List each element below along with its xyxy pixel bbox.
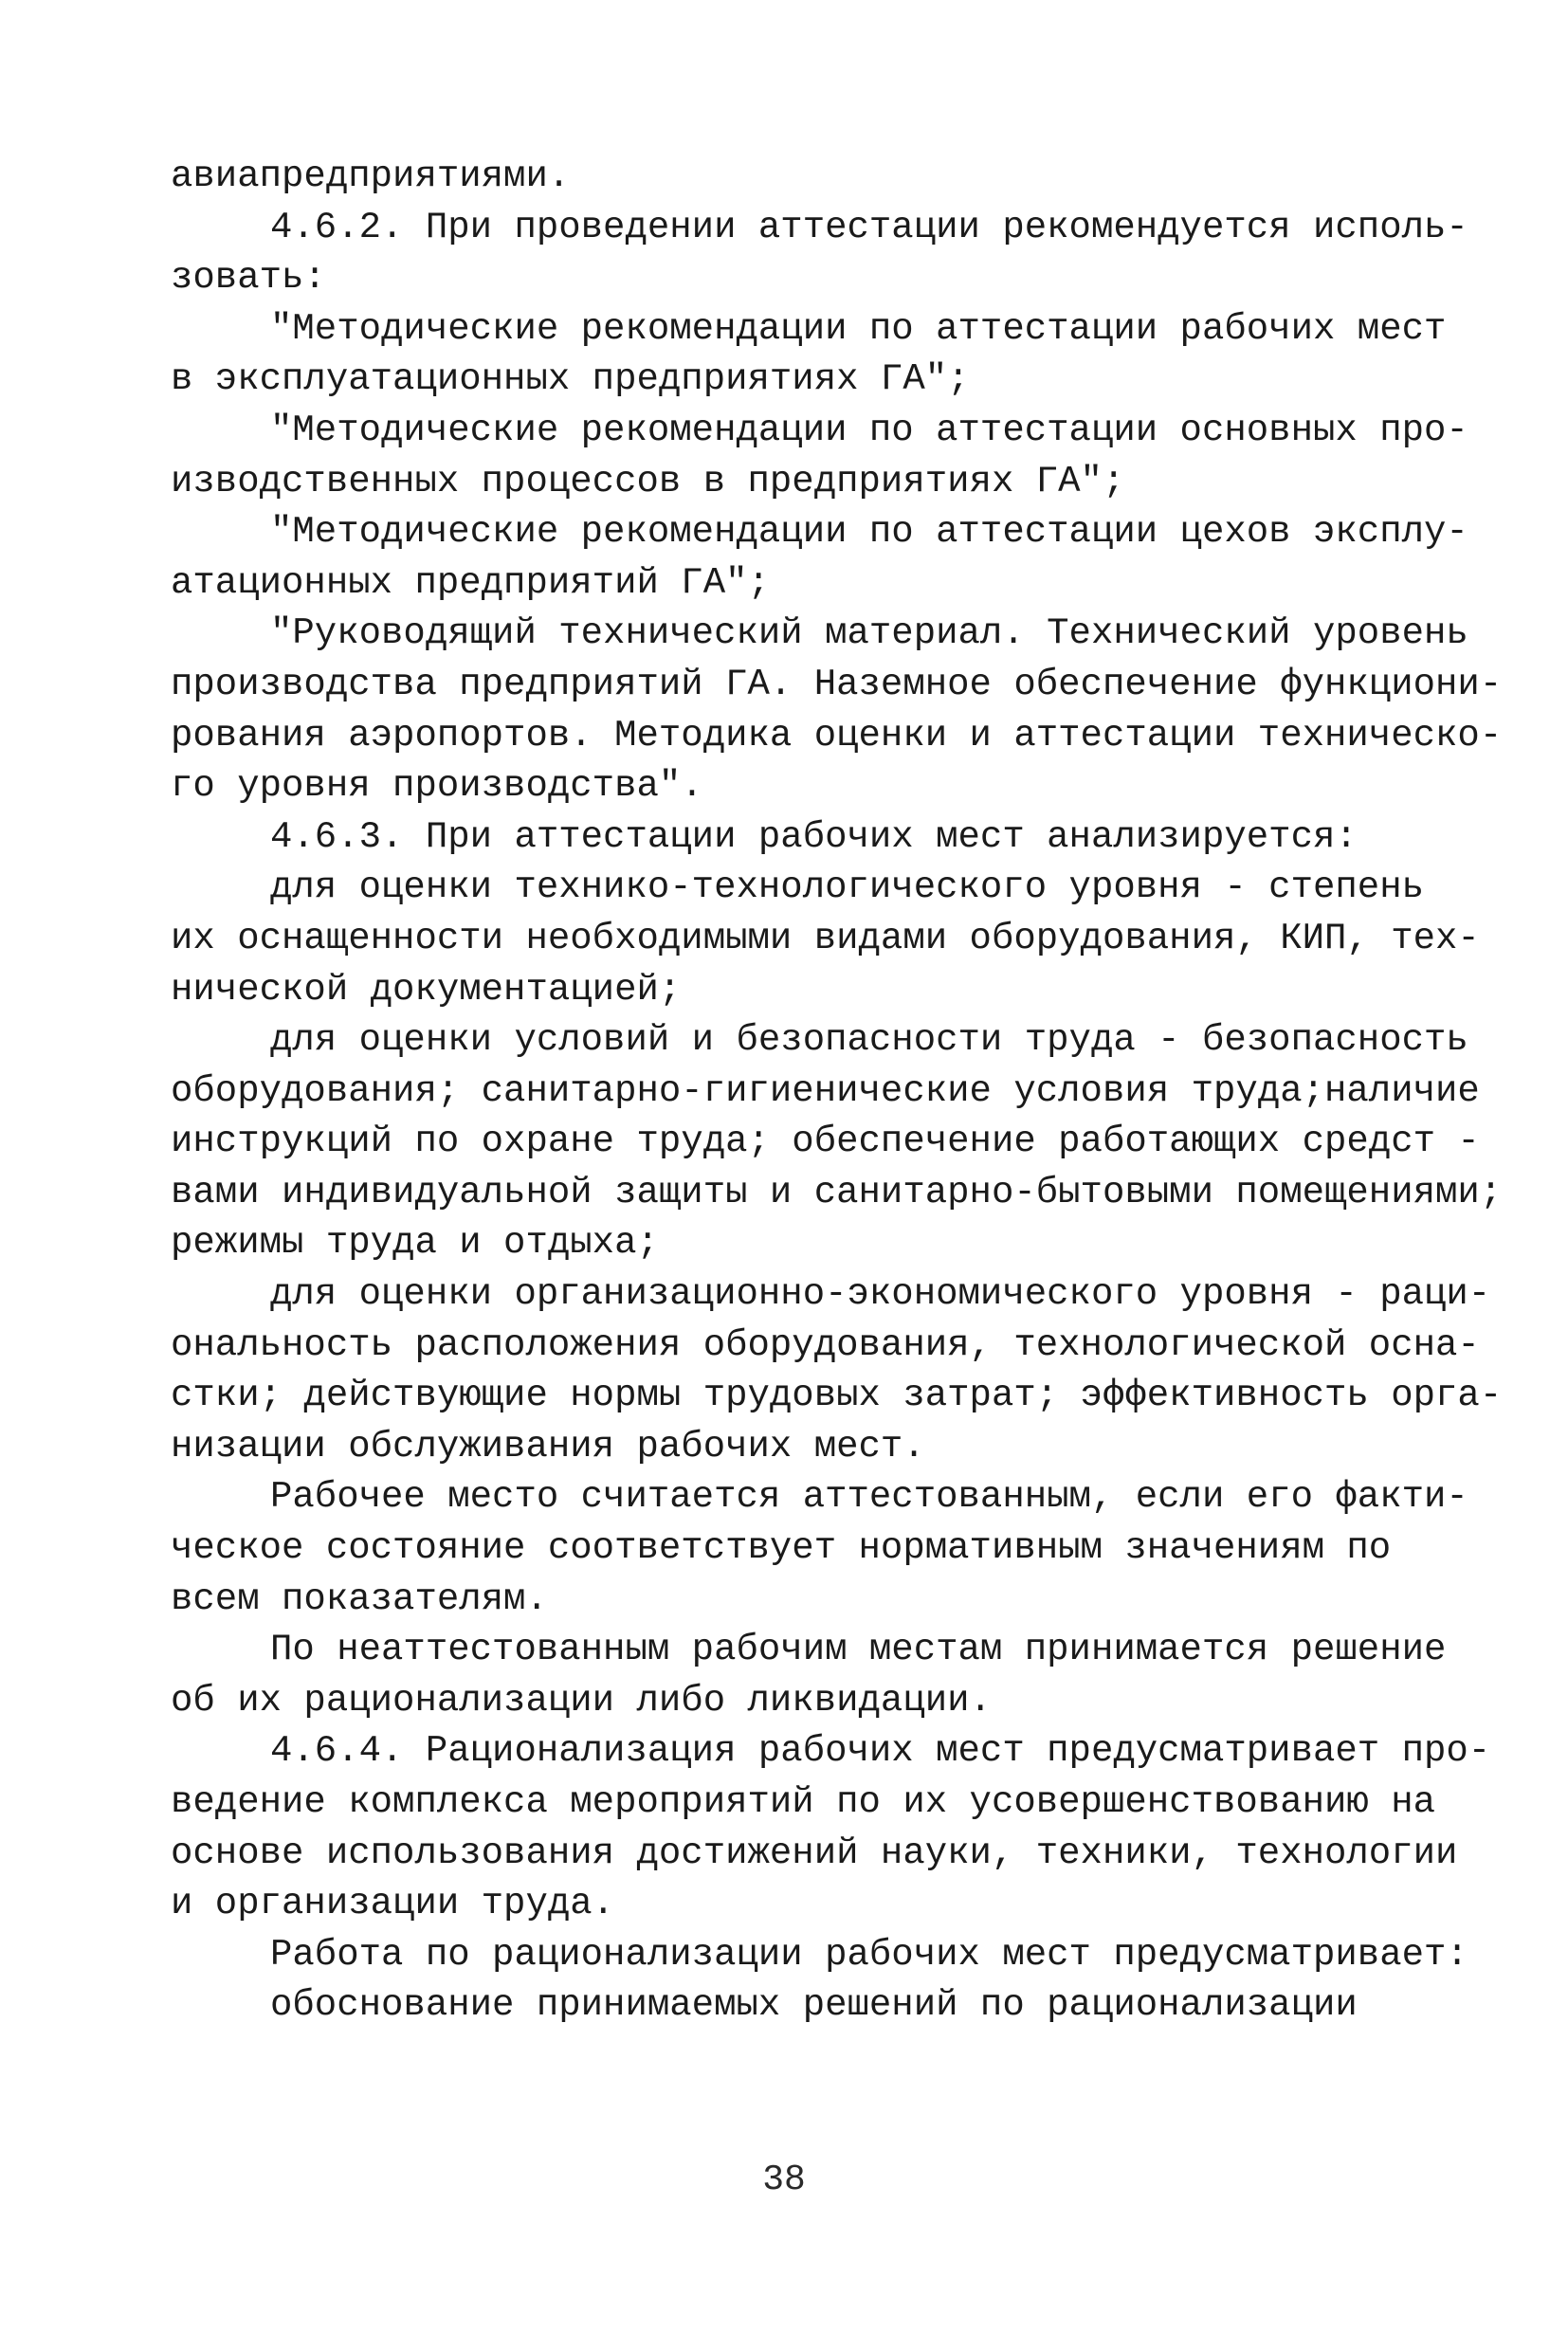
text-line: ведение комплекса мероприятий по их усовершенствованию на bbox=[171, 1781, 1436, 1823]
text-line: низации обслуживания рабочих мест. bbox=[171, 1425, 925, 1467]
paragraph-start-line: 4.6.4. Рационализация рабочих мест предусматривает про- bbox=[270, 1730, 1491, 1773]
text-line: ональность расположения оборудования, технологической осна- bbox=[171, 1323, 1480, 1366]
text-line: стки; действующие нормы трудовых затрат; эффективность орга- bbox=[171, 1375, 1503, 1417]
paragraph-start-line: для оценки условий и безопасности труда - безопасность bbox=[270, 1019, 1468, 1062]
text-line: рования аэропортов. Методика оценки и аттестации техническо- bbox=[171, 714, 1503, 756]
text-line: и организации труда. bbox=[171, 1883, 615, 1925]
paragraph-start-line: "Руководящий технический материал. Технический уровень bbox=[270, 612, 1468, 655]
paragraph-start-line: для оценки технико-технологического уровня - степень bbox=[270, 866, 1424, 909]
text-line: об их рационализации либо ликвидации. bbox=[171, 1679, 992, 1722]
text-line: ческое состояние соответствует нормативным значениям по bbox=[171, 1527, 1392, 1570]
text-line: всем показателям. bbox=[171, 1577, 548, 1620]
paragraph-start-line: 4.6.2. При проведении аттестации рекомендуется исполь- bbox=[270, 206, 1468, 248]
paragraph-start-line: для оценки организационно-экономического уровня - раци- bbox=[270, 1273, 1491, 1316]
text-line: зовать: bbox=[171, 257, 326, 300]
text-line: изводственных процессов в предприятиях ГА"; bbox=[171, 460, 1125, 502]
text-line: инструкций по охране труда; обеспечение работающих средст - bbox=[171, 1121, 1480, 1163]
page-number: 38 bbox=[762, 2160, 806, 2200]
text-line: режимы труда и отдыха; bbox=[171, 1222, 659, 1265]
text-line: их оснащенности необходимыми видами оборудования, КИП, тех- bbox=[171, 917, 1480, 959]
text-line: основе использования достижений науки, техники, технологии bbox=[171, 1832, 1458, 1874]
text-line: обоснование принимаемых решений по рационализации bbox=[270, 1984, 1358, 2027]
document-body bbox=[171, 152, 1503, 2032]
text-line: оборудования; санитарно-гигиенические условия труда;наличие bbox=[171, 1069, 1480, 1112]
paragraph-start-line: Работа по рационализации рабочих мест предусматривает: bbox=[270, 1933, 1468, 1976]
paragraph-start-line: По неаттестованным рабочим местам принимается решение bbox=[270, 1629, 1447, 1671]
paragraph-start-line: Рабочее место считается аттестованным, если его факти- bbox=[270, 1476, 1468, 1519]
text-line: производства предприятий ГА. Наземное обеспечение функциони- bbox=[171, 663, 1503, 705]
paragraph-start-line: 4.6.3. При аттестации рабочих мест анализируется: bbox=[270, 815, 1358, 858]
text-line: нической документацией; bbox=[171, 968, 682, 1011]
text-line: вами индивидуальной защиты и санитарно-бытовыми помещениями; bbox=[171, 1171, 1503, 1213]
text-line: авиапредприятиями. bbox=[171, 155, 571, 197]
text-line: атационных предприятий ГА"; bbox=[171, 561, 770, 604]
text-line: го уровня производства". bbox=[171, 765, 703, 808]
paragraph-start-line: "Методические рекомендации по аттестации основных про- bbox=[270, 409, 1468, 451]
text-line: в эксплуатационных предприятиях ГА"; bbox=[171, 358, 970, 401]
paragraph-start-line: "Методические рекомендации по аттестации рабочих мест bbox=[270, 307, 1447, 350]
paragraph-start-line: "Методические рекомендации по аттестации цехов эксплу- bbox=[270, 511, 1468, 554]
